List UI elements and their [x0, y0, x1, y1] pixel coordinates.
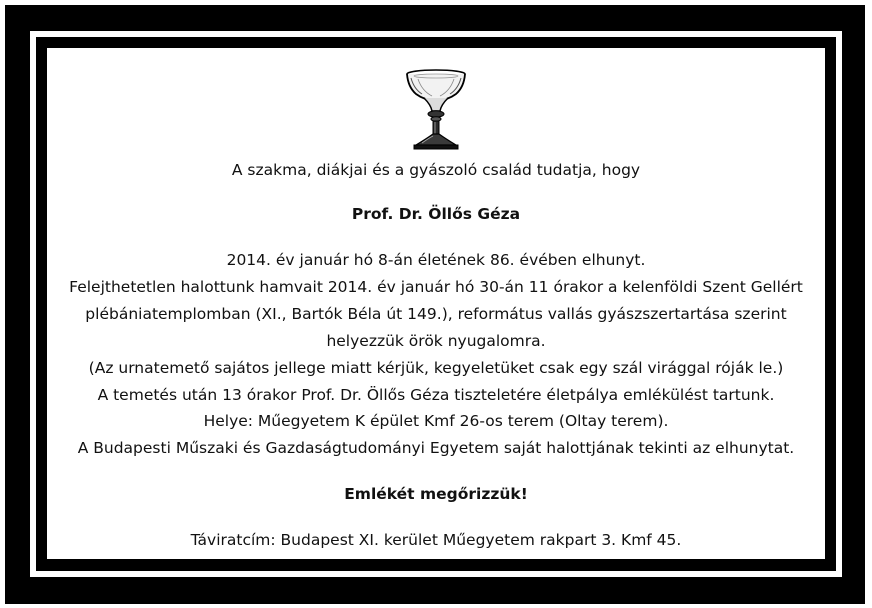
deceased-name: Prof. Dr. Öllős Géza [351, 205, 521, 223]
funeral-text-line-1: Felejthetetlen halottunk hamvait 2014. év január hó 30-án 11 órakor a kelenföldi Szent Gellért [69, 278, 803, 296]
funeral-text-line-3: helyezzük örök nyugalomra. [326, 332, 546, 350]
memorial-session-text: A temetés után 13 órakor Prof. Dr. Öllős Géza tiszteletére életpálya emlékülést tartunk. [97, 386, 775, 404]
flowers-request: (Az urnatemető sajátos jellege miatt kérjük, kegyeletüket csak egy szál virággal róják le.) [88, 359, 784, 377]
obituary-notice [47, 48, 825, 559]
death-text: 2014. év január hó 8-án életének 86. évében elhunyt. [226, 251, 646, 269]
remember-text: Emlékét megőrizzük! [344, 485, 528, 503]
university-text: A Budapesti Műszaki és Gazdaságtudományi Egyetem saját halottjának tekinti az elhunytat. [77, 439, 795, 457]
chalice-icon [402, 67, 470, 153]
telegram-address: Táviratcím: Budapest XI. kerület Műegyetem rakpart 3. Kmf 45. [190, 531, 682, 549]
venue-text: Helye: Műegyetem K épület Kmf 26-os terem (Oltay terem). [203, 412, 669, 430]
funeral-text-line-2: plébániatemplomban (XI., Bartók Béla út 149.), református vallás gyászszertartása szerint [85, 305, 787, 323]
intro-text: A szakma, diákjai és a gyászoló család tudatja, hogy [231, 161, 641, 179]
